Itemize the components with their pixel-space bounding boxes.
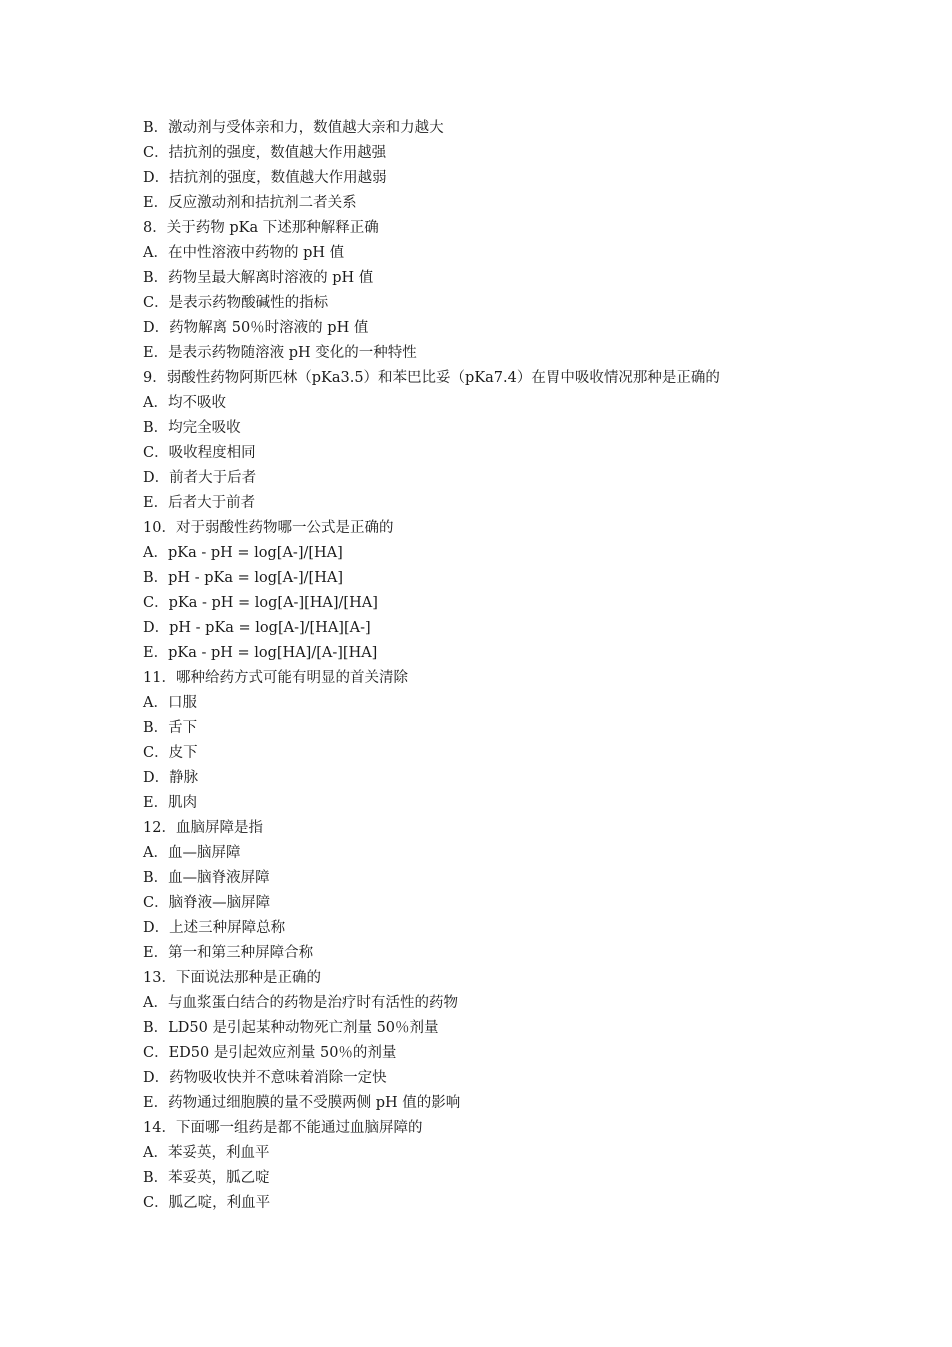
text-line: B．舌下 <box>143 720 198 736</box>
text-line: E．是表示药物随溶液 pH 变化的一种特性 <box>143 345 417 361</box>
question-line: 12．血脑屏障是指 <box>143 820 263 836</box>
text-line: A．在中性溶液中药物的 pH 值 <box>143 245 345 261</box>
text-line: E．药物通过细胞膜的量不受膜两侧 pH 值的影响 <box>143 1095 461 1111</box>
question-line: 9．弱酸性药物阿斯匹林（pKa3.5）和苯巴比妥（pKa7.4）在胃中吸收情况那种是正确的 <box>143 370 720 386</box>
text-line: B．血—脑脊液屏障 <box>143 870 270 886</box>
text-line: D．上述三种屏障总称 <box>143 920 286 936</box>
text-line: C．胍乙啶，利血平 <box>143 1195 271 1211</box>
text-line: B．pH - pKa = log[A-]/[HA] <box>143 570 343 586</box>
text-line: B．LD50 是引起某种动物死亡剂量 50％剂量 <box>143 1020 439 1036</box>
text-line: E．后者大于前者 <box>143 495 256 511</box>
question-line: 8．关于药物 pKa 下述那种解释正确 <box>143 220 379 236</box>
text-line: D．pH - pKa = log[A-]/[HA][A-] <box>143 620 371 636</box>
text-line: D．药物吸收快并不意味着消除一定快 <box>143 1070 387 1086</box>
text-line: A．口服 <box>143 695 197 711</box>
question-line: 11．哪种给药方式可能有明显的首关清除 <box>143 670 408 686</box>
text-line: C．吸收程度相同 <box>143 445 256 461</box>
text-line: D．静脉 <box>143 770 199 786</box>
text-line: A．pKa - pH = log[A-]/[HA] <box>143 545 343 561</box>
text-line: D．拮抗剂的强度，数值越大作用越弱 <box>143 170 387 186</box>
text-line: D．前者大于后者 <box>143 470 257 486</box>
text-line: E．pKa - pH = log[HA]/[A-][HA] <box>143 645 378 661</box>
question-line: 14．下面哪一组药是都不能通过血脑屏障的 <box>143 1120 423 1136</box>
text-line: B．均完全吸收 <box>143 420 241 436</box>
text-line: A．苯妥英，利血平 <box>143 1145 270 1161</box>
text-line: C．ED50 是引起效应剂量 50％的剂量 <box>143 1045 397 1061</box>
text-line: E．第一和第三种屏障合称 <box>143 945 314 961</box>
question-line: 13．下面说法那种是正确的 <box>143 970 321 986</box>
text-line: C．脑脊液—脑屏障 <box>143 895 271 911</box>
text-line: B．苯妥英，胍乙啶 <box>143 1170 270 1186</box>
text-line: A．血—脑屏障 <box>143 845 241 861</box>
text-line: C．是表示药物酸碱性的指标 <box>143 295 329 311</box>
text-line: D．药物解离 50％时溶液的 pH 值 <box>143 320 369 336</box>
question-text-block <box>143 116 843 1216</box>
text-line: E．反应激动剂和拮抗剂二者关系 <box>143 195 357 211</box>
text-line: A．与血浆蛋白结合的药物是治疗时有活性的药物 <box>143 995 458 1011</box>
text-line: B．药物呈最大解离时溶液的 pH 值 <box>143 270 374 286</box>
text-line: A．均不吸收 <box>143 395 226 411</box>
text-line: C．皮下 <box>143 745 198 761</box>
question-line: 10．对于弱酸性药物哪一公式是正确的 <box>143 520 394 536</box>
text-line: C．pKa - pH = log[A-][HA]/[HA] <box>143 595 378 611</box>
text-line: C．拮抗剂的强度，数值越大作用越强 <box>143 145 387 161</box>
text-line: E．肌肉 <box>143 795 198 811</box>
text-line: B．激动剂与受体亲和力，数值越大亲和力越大 <box>143 120 444 136</box>
